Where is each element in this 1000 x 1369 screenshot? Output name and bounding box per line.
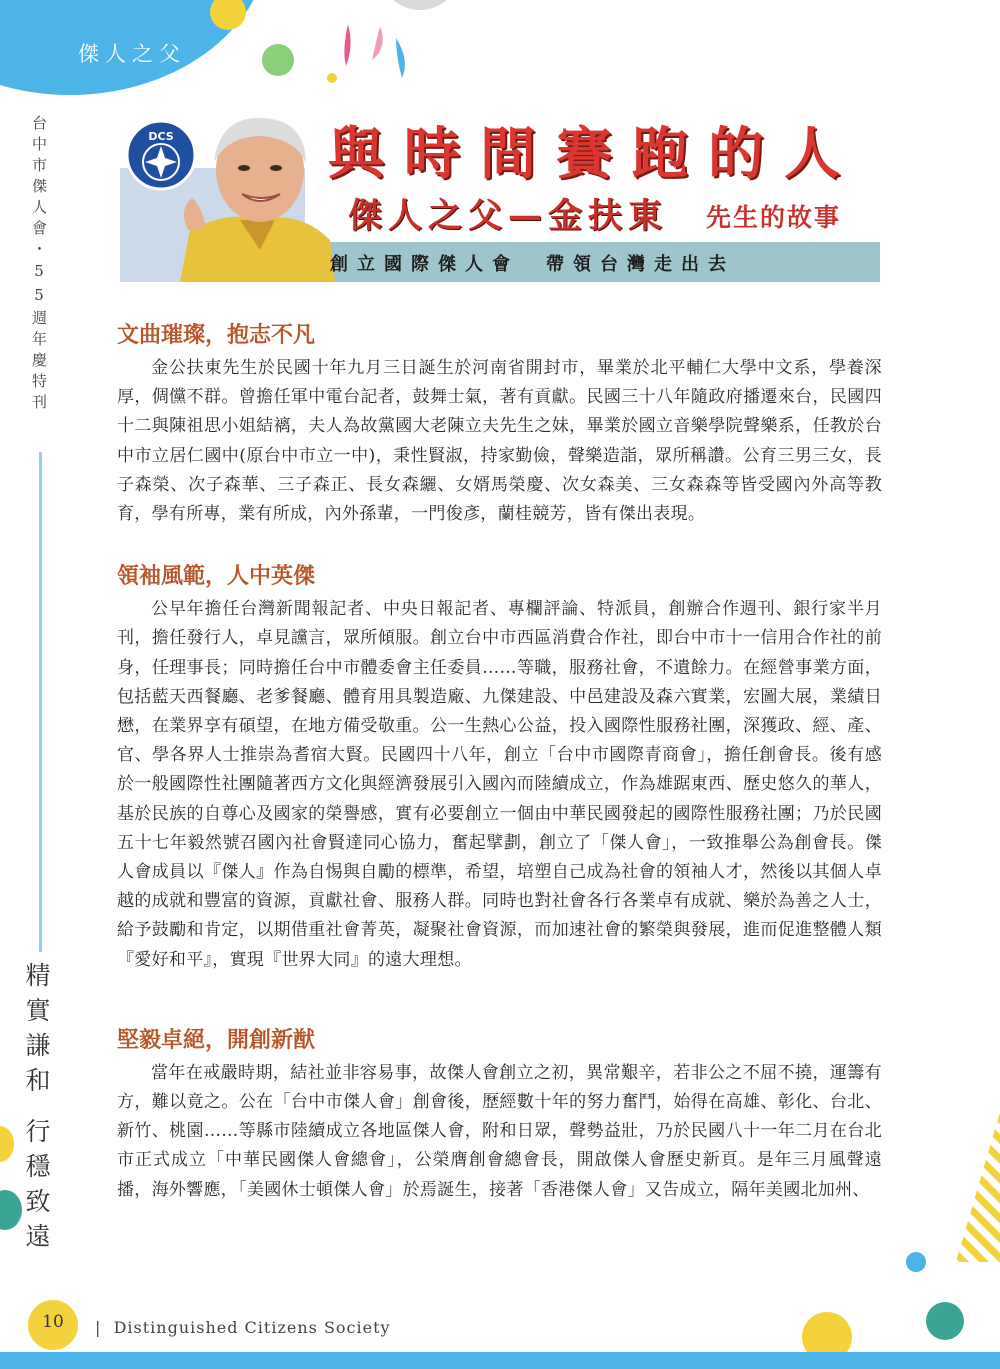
article-title: 與時間賽跑的人 — [328, 122, 860, 187]
section-paragraph: 當年在戒嚴時期，結社並非容易事，故傑人會創立之初，異常艱辛，若非公之不屈不撓，運籌有方，難以竟之。公在「台中市傑人會」創會後，歷經數十年的努力奮鬥，始得在高雄、彰化、台北、新竹、桃園……等縣市陸續成立各地區傑人會，附和日眾，聲勢益壯，乃於民國八十一年二月在台北市正式成立「中華民國傑人會總會」，公榮膺創會總會長，開啟傑人會歷史新頁。是年三月風聲遠播，海外響應，「美國休士頓傑人會」於焉誕生，接著「香港傑人會」又告成立，隔年美國北加州、 — [117, 1062, 882, 1200]
section-heading: 堅毅卓絕，開創新猷 — [117, 1027, 316, 1053]
footer-bar — [0, 1352, 1000, 1369]
page-number: 10 — [42, 1312, 64, 1332]
teal-dot — [0, 1190, 22, 1230]
dcs-logo-icon — [124, 118, 198, 192]
teal-dot — [926, 1302, 964, 1340]
section-heading: 文曲璀璨，抱志不凡 — [117, 323, 316, 348]
striped-triangle-decoration — [948, 1112, 1000, 1262]
section-paragraph: 金公扶東先生於民國十年九月三日誕生於河南省開封市，畢業於北平輔仁大學中文系，學養深厚，倜儻不群。曾擔任軍中電台記者，鼓舞士氣，著有貢獻。民國三十八年隨政府播遷來台，民國四十二與陳祖思小姐結褵，夫人為故黨國大老陳立夫先生之妹，畢業於國立音樂學院聲樂系，任教於台中市立居仁國中(原台中市立一中)，秉性賢淑，持家勤儉，聲樂造詣，眾所稱讚。公育三男三女，長子森榮、次子森華、三子森正、長女森纚、女婿馬榮慶、次女森美、三女森森等皆受國內外高等教育，學有所專，業有所成，內外孫輩，一門俊彥，蘭桂競芳，皆有傑出表現。 — [117, 358, 882, 525]
confetti-icon — [318, 16, 418, 86]
article-subtitle-name: 傑人之父—金扶東 — [348, 196, 668, 236]
yellow-dot — [210, 0, 246, 30]
grey-half-circle — [380, 0, 460, 10]
banner-tagline: 創立國際傑人會 帶領台灣走出去 — [330, 254, 735, 275]
side-divider-line — [39, 452, 42, 952]
article-subtitle-suffix: 先生的故事 — [706, 203, 842, 232]
yellow-dot — [0, 1126, 14, 1162]
side-motto-2: 行穩致遠 — [22, 1118, 51, 1258]
blue-dot — [906, 1252, 926, 1272]
publication-name: | Distinguished Citizens Society — [95, 1318, 391, 1337]
section-label: 傑人之父 — [78, 42, 186, 66]
section-paragraph: 公早年擔任台灣新聞報記者、中央日報記者、專欄評論、特派員，創辦合作週刊、銀行家半月刊，擔任發行人，卓見讜言，眾所傾服。創立台中市西區消費合作社，即台中市十一信用合作社的前身，任理事長；同時擔任台中市體委會主任委員……等職，服務社會，不遺餘力。在經營事業方面，包括藍天西餐廳、老爹餐廳、體育用具製造廠、九傑建設、中邑建設及森六實業，宏圖大展，業績日懋，在業界享有碩望，在地方備受敬重。公一生熱心公益，投入國際性服務社團，深獲政、經、產、官、學各界人士推崇為耆宿大賢。民國四十八年，創立「台中市國際青商會」，擔任創會長。後有感於一般國際性社團隨著西方文化與經濟發展引入國內而陸續成立，作為雄踞東西、歷史悠久的華人，基於民族的自尊心及國家的榮譽感，實有必要創立一個由中華民國發起的國際性服務社團；乃於民國五十七年毅然號召國內社會賢達同心協力，奮起擘劃，創立了「傑人會」，一致推舉公為創會長。傑人會成員以『傑人』作為自惕與自勵的標準，希望，培塑自己成為社會的領袖人才，然後以其個人卓越的成就和豐富的資源，貢獻社會、服務人群。同時也對社會各行各業卓有成就、樂於為善之人士，給予鼓勵和肯定，以期借重社會菁英，凝聚社會資源，而加速社會的繁榮與發展，進而促進整體人類『愛好和平』，實現『世界大同』的遠大理想。 — [117, 599, 882, 970]
dcs-badge-text: DCS — [148, 130, 174, 143]
green-dot — [262, 44, 294, 76]
side-org-title: 台中市傑人會・55週年慶特刊 — [30, 115, 48, 415]
section-heading: 領袖風範，人中英傑 — [117, 564, 316, 590]
article-body — [117, 318, 882, 1205]
side-motto-1: 精實謙和 — [22, 962, 51, 1102]
